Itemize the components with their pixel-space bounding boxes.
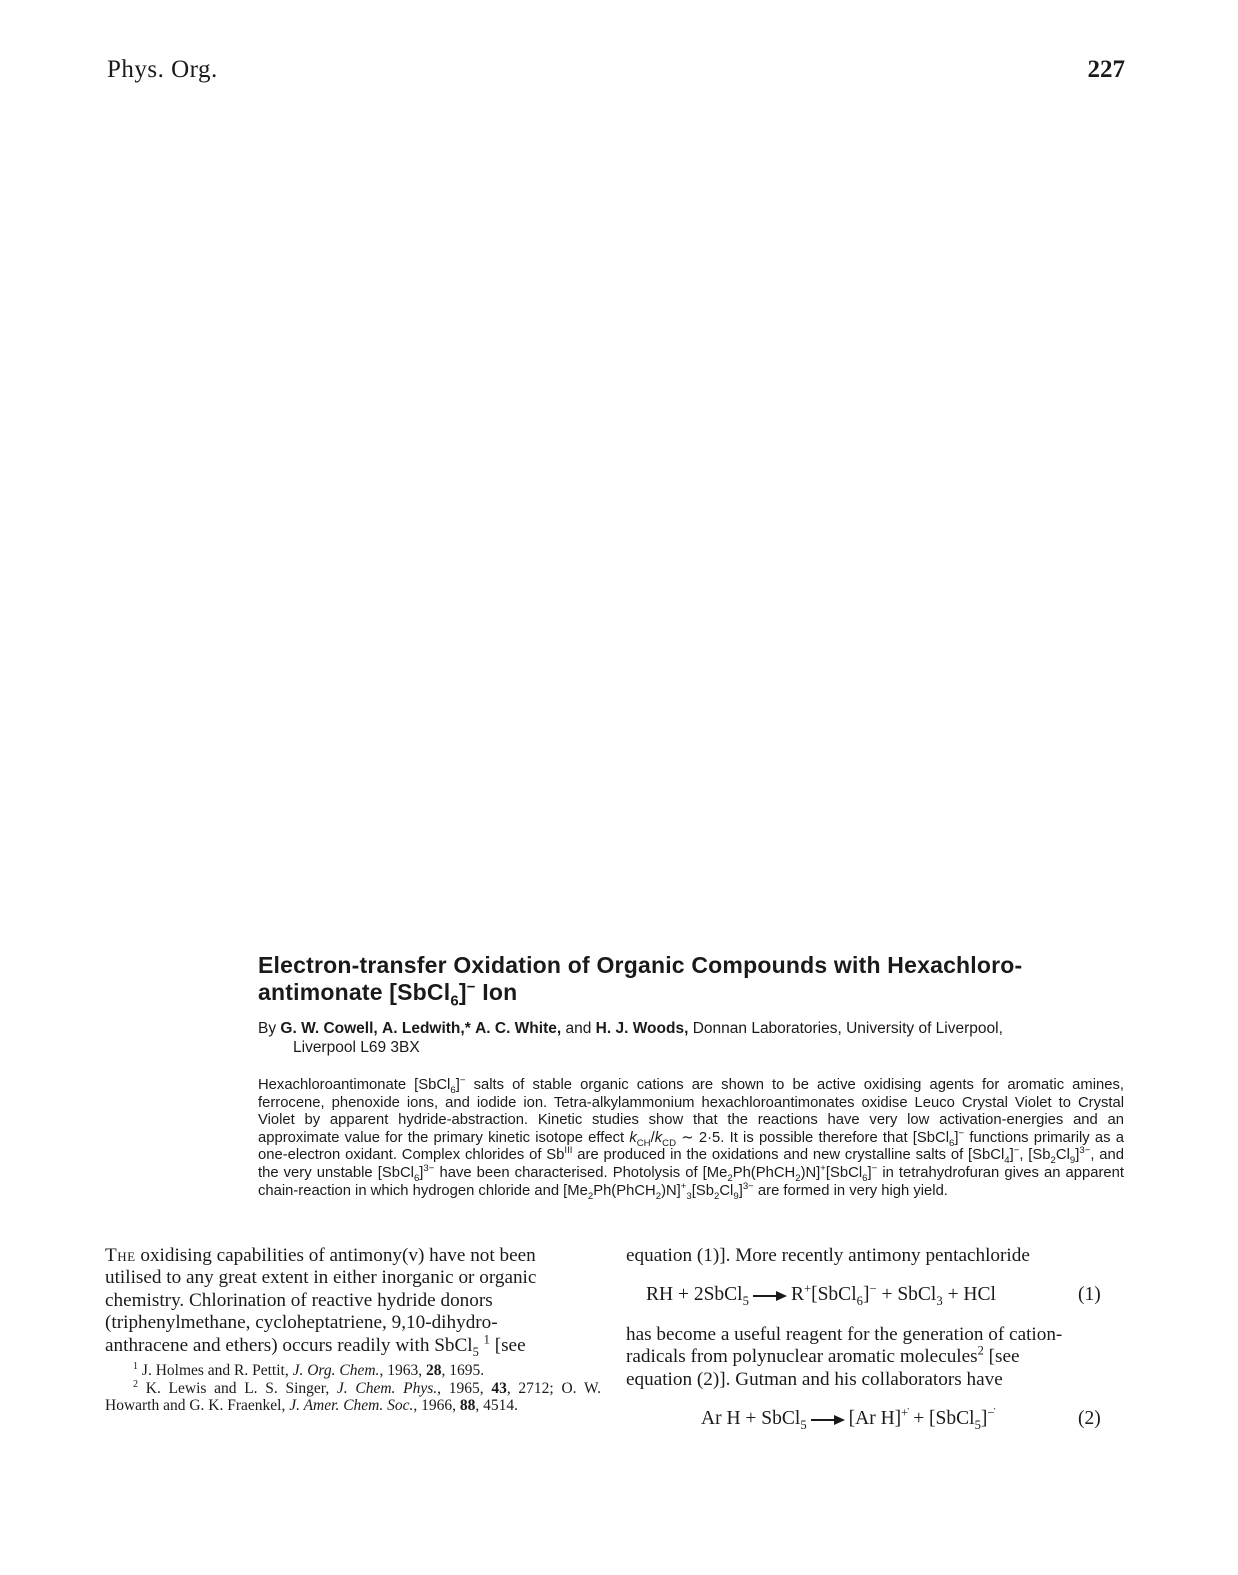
equation-2-number: (2)	[1078, 1408, 1101, 1429]
article-title	[258, 952, 1126, 1010]
body-column-left	[105, 1245, 601, 1357]
paragraph-line: equation (2)]. Gutman and his collaborators have	[626, 1368, 1003, 1390]
affiliation-address: Liverpool L69 3BX	[293, 1039, 420, 1056]
footnote-2: $^2$ K. Lewis and L. S. Singer, J. Chem. Phys., 1965, 43, 2712; O. W. Howarth and G. K. Fraenkel, J. Amer. Chem. Soc., 1966, 88, 4514.	[105, 1378, 602, 1414]
equation-1: RH + 2SbCl$_5$ R+[SbCl$_6$]− + SbCl$_3$ + HCl	[646, 1281, 996, 1308]
paragraph-line: radicals from polynuclear aromatic molecules$^2$ [see	[626, 1344, 1020, 1368]
author-name: G. W. Cowell,	[280, 1020, 378, 1037]
page-number: 227	[1087, 56, 1125, 83]
reaction-arrow-icon	[753, 1291, 787, 1301]
title-line-2: antimonate [SbCl$_6$]− Ion	[258, 978, 518, 1010]
paragraph-line: The oxidising capabilities of antimony(v) have not been	[105, 1245, 536, 1266]
author-byline: By G. W. Cowell, A. Ledwith,* A. C. White, and H. J. Woods, Donnan Laboratories, University of Liverpool, Liverpool L69 3BX	[258, 1019, 1124, 1057]
paragraph-line: has become a useful reagent for the generation of cation-	[626, 1324, 1063, 1345]
journal-section-header: Phys. Org.	[107, 56, 218, 83]
paragraph-line: utilised to any great extent in either inorganic or organic	[105, 1267, 537, 1289]
title-line-1: Electron-transfer Oxidation of Organic Compounds with Hexachloro-	[258, 952, 1023, 978]
body-paragraph-right	[626, 1324, 1122, 1391]
equation-2: Ar H + SbCl$_5$ [Ar H]+̇ + [SbCl$_5$]−̇	[701, 1405, 995, 1432]
footnotes	[105, 1362, 601, 1415]
author-name: H. J. Woods,	[595, 1020, 689, 1037]
paragraph-line: chemistry. Chlorination of reactive hydride donors	[105, 1289, 493, 1311]
abstract: Hexachloroantimonate [SbCl$_6$]− salts of stable organic cations are shown to be active oxidising agents for aromatic amines, ferrocene, phenoxide ions, and iodide ion. Tetra-alkylammonium hexachloroantimonates oxidise Leuco Crystal Violet to Crystal Violet by apparent hydride-abstraction. Kinetic studies show that the reactions have very low activation-energies and an approximate value for the primary kinetic isotope effect $k_{CH}/k_{CD}$ ∼ 2·5. It is possible therefore that [SbCl$_6$]− functions primarily as a one-electron oxidant. Complex chlorides of $Sb^{III}$ are produced in the oxidations and new crystalline salts of [SbCl$_4$]−, $[Sb_2Cl_9]^{3-}$, and the very unstable [SbCl$_6$]$^{3-}$ have been characterised. Photolysis of $[Me_2Ph(PhCH_2)N]^+[SbCl_6]^-$ in tetrahydrofuran gives an apparent chain-reaction in which hydrogen chloride and $[Me_2Ph(PhCH_2)N]^+_3[Sb_2Cl_9]^{3-}$ are formed in very high yield.	[258, 1075, 1124, 1202]
equation-1-number: (1)	[1078, 1284, 1101, 1305]
body-column-right	[626, 1245, 1122, 1267]
affiliation: Donnan Laboratories, University of Liverpool,	[692, 1020, 1003, 1037]
paragraph-line: equation (1)]. More recently antimony pentachloride	[626, 1245, 1030, 1266]
footnote-ref[interactable]: 2	[977, 1344, 984, 1359]
author-name: A. Ledwith,*	[382, 1020, 471, 1037]
paragraph-line: (triphenylmethane, cycloheptatriene, 9,10-dihydro-	[105, 1312, 498, 1334]
paragraph-line: anthracene and ethers) occurs readily with SbCl$_5$ $^1$ [see	[105, 1332, 526, 1359]
reaction-arrow-icon	[811, 1415, 845, 1425]
footnote-1: $^1$ J. Holmes and R. Pettit, J. Org. Chem., 1963, 28, 1695.	[133, 1360, 485, 1379]
footnote-ref[interactable]: 1	[483, 1332, 490, 1347]
author-name: A. C. White,	[475, 1020, 562, 1037]
